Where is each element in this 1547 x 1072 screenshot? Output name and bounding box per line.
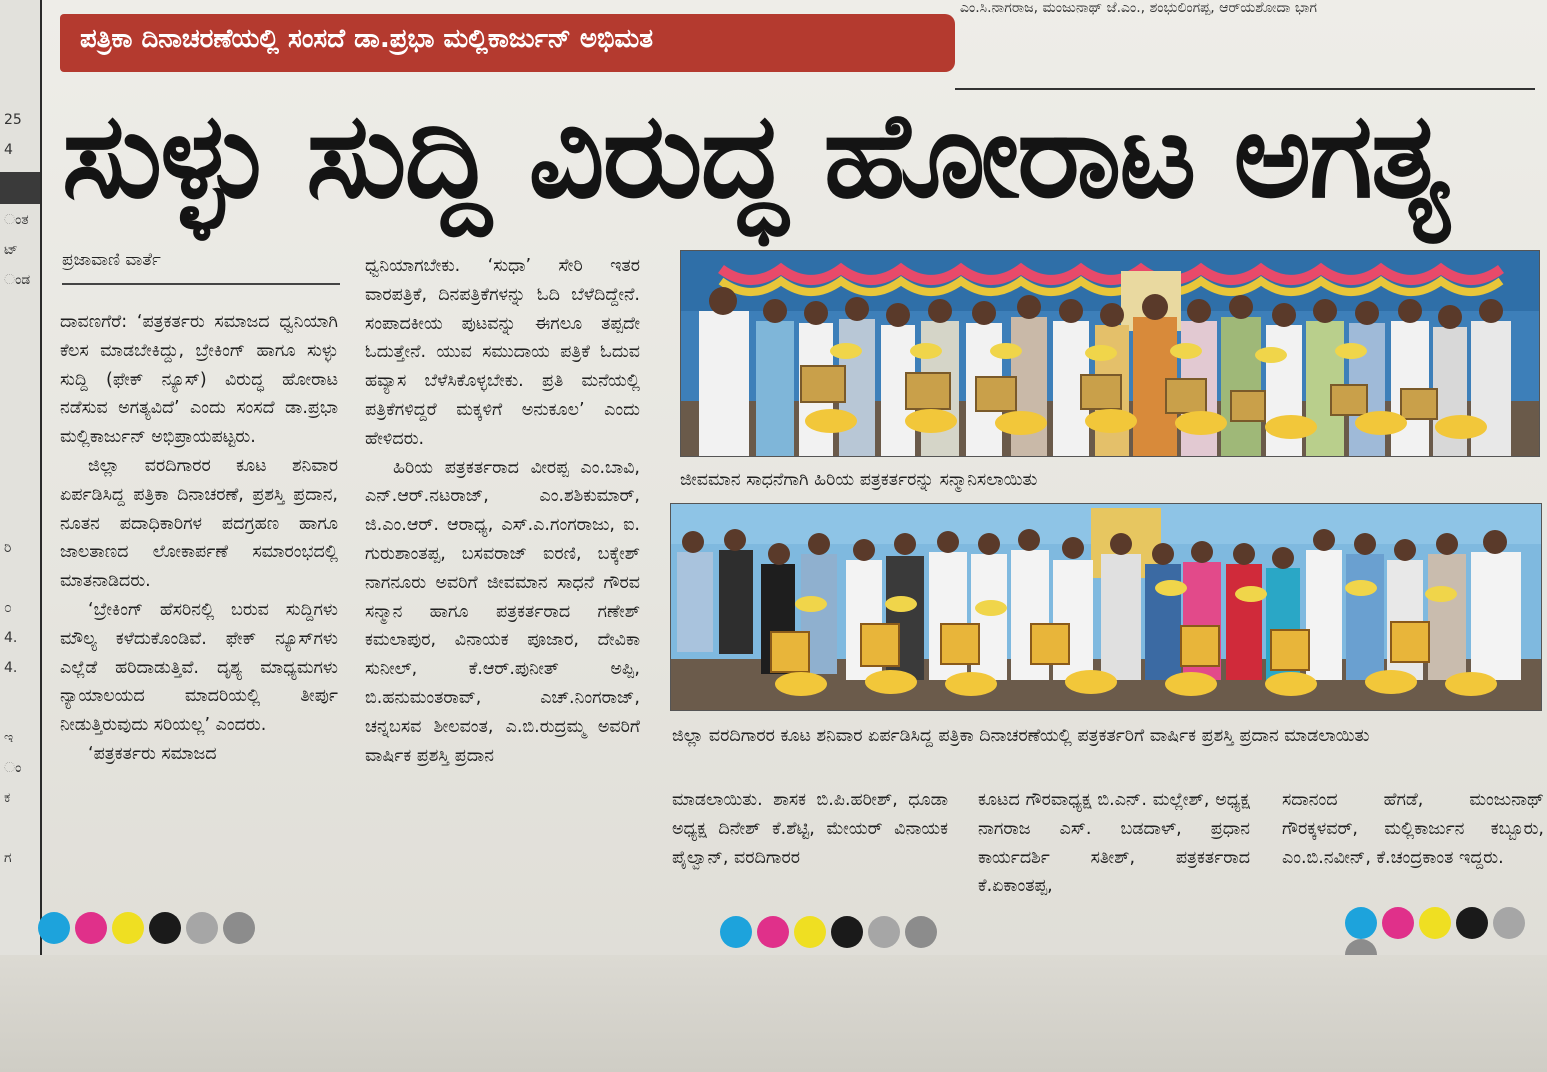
yellow-dot xyxy=(794,916,826,948)
black-dot xyxy=(1456,907,1488,939)
margin-fragment: ಂ xyxy=(4,760,22,776)
grey-dot xyxy=(868,916,900,948)
margin-fragment: ಇ xyxy=(4,730,14,746)
body-paragraph: ಹಿರಿಯ ಪತ್ರಕರ್ತರಾದ ವೀರಪ್ಪ ಎಂ.ಬಾವಿ, ಎನ್.ಆರ್.ನಟರಾಜ್, ಎಂ.ಶಶಿಕುಮಾರ್, ಜಿ.ಎಂ.ಆರ್. ಆರಾಧ್ಯ, ಎಸ್.ಎ.ಗಂಗರಾಜು, ಐ. ಗುರುಶಾಂತಪ್ಪ, ಬಸವರಾಜ್ ಐರಣಿ, ಬಕ್ಕೇಶ್ ನಾಗನೂರು ಅವರಿಗೆ ಜೀವಮಾನ ಸಾಧನೆ ಗೌರವ ಸನ್ಮಾನ ಹಾಗೂ ಪತ್ರಕರ್ತರಾದ ಗಣೇಶ್ ಕಮಲಾಪುರ, ವಿನಾಯಕ ಪೂಜಾರ, ದೇವಿಕಾ ಸುನೀಲ್, ಕೆ.ಆರ್.ಪುನೀತ್ ಅಪ್ಪಿ, ಬಿ.ಹನುಮಂತರಾವ್, ಎಚ್.ನಿಂಗರಾಜ್, ಚನ್ನಬಸವ ಶೀಲವಂತ, ಎ.ಬಿ.ರುದ್ರಮ್ಮ ಅವರಿಗೆ ವಾರ್ಷಿಕ ಪ್ರಶಸ್ತಿ ಪ್ರದಾನ xyxy=(365,457,640,766)
group-photo-annual-awards xyxy=(670,503,1542,711)
kicker-text: ಪತ್ರಿಕಾ ದಿನಾಚರಣೆಯಲ್ಲಿ ಸಂಸದೆ ಡಾ.ಪ್ರಭಾ ಮಲ್ಲಿಕಾರ್ಜುನ್ ಅಭಿಮತ xyxy=(80,24,654,54)
margin-fragment: ಕ xyxy=(4,790,11,806)
body-column-5: ಸದಾನಂದ ಹೆಗಡೆ, ಮಂಜುನಾಥ್ ಗೌರಕ್ಕಳವರ್, ಮಲ್ಲಿಕಾರ್ಜುನ ಕಬ್ಬೂರು, ಎಂ.ಬಿ.ನವೀನ್, ಕೆ.ಚಂದ್ರಕಾಂತ ಇದ್ದರು. xyxy=(1282,790,1544,868)
adjacent-article-text: ಎಂ.ಸಿ.ನಾಗರಾಜ, ಮಂಜುನಾಥ್ ಜೆ.ಎಂ., ಶಂಭುಲಿಂಗಪ್ಪ, ಆರ್‌ಯಶೋದಾ ಭಾಗ xyxy=(960,0,1317,16)
previous-column-margin xyxy=(0,0,42,1072)
byline: ಪ್ರಜಾವಾಣಿ ವಾರ್ತೆ xyxy=(62,250,161,270)
yellow-dot xyxy=(1419,907,1451,939)
grey-dot xyxy=(186,912,218,944)
body-paragraph: ಜಿಲ್ಲಾ ವರದಿಗಾರರ ಕೂಟ ಶನಿವಾರ ಏರ್ಪಡಿಸಿದ್ದ ಪತ್ರಿಕಾ ದಿನಾಚರಣೆ, ಪ್ರಶಸ್ತಿ ಪ್ರದಾನ, ನೂತನ ಪದಾಧಿಕಾರಿಗಳ ಪದಗ್ರಹಣ ಹಾಗೂ ಜಾಲತಾಣದ ಲೋಕಾರ್ಪಣೆ ಸಮಾರಂಭದಲ್ಲಿ ಮಾತನಾಡಿದರು. xyxy=(60,455,338,592)
page-bottom-margin xyxy=(0,955,1547,1072)
byline-rule xyxy=(62,283,340,285)
photo-caption-1: ಜೀವಮಾನ ಸಾಧನೆಗಾಗಿ ಹಿರಿಯ ಪತ್ರಕರ್ತರನ್ನು ಸನ್ಮಾನಿಸಲಾಯಿತು xyxy=(680,470,1038,490)
magenta-dot xyxy=(1382,907,1414,939)
margin-dark-bar xyxy=(0,172,40,204)
black-dot xyxy=(149,912,181,944)
cyan-dot xyxy=(38,912,70,944)
body-column-1 xyxy=(60,308,338,912)
margin-fragment: 25 xyxy=(4,112,22,128)
color-registration-marks xyxy=(1345,907,1547,947)
margin-fragment: ರಿ xyxy=(4,540,12,556)
body-paragraph: ಧ್ವನಿಯಾಗಬೇಕು. ‘ಸುಧಾ’ ಸೇರಿ ಇತರ ವಾರಪತ್ರಿಕೆ, ದಿನಪತ್ರಿಕೆಗಳನ್ನು ಓದಿ ಬೆಳೆದಿದ್ದೇನೆ. ಸಂಪಾದಕೀಯ ಪುಟವನ್ನು ಈಗಲೂ ತಪ್ಪದೇ ಓದುತ್ತೇನೆ. ಯುವ ಸಮುದಾಯ ಪತ್ರಿಕೆ ಓದುವ ಹವ್ಯಾಸ ಬೆಳೆಸಿಕೊಳ್ಳಬೇಕು. ಪ್ರತಿ ಮನೆಯಲ್ಲಿ ಪತ್ರಿಕೆಗಳಿದ್ದರೆ ಮಕ್ಕಳಿಗೆ ಅನುಕೂಲ’ ಎಂದು ಹೇಳಿದರು. xyxy=(365,256,640,449)
margin-fragment: 4 xyxy=(4,142,13,158)
margin-fragment: ೦ xyxy=(4,600,12,616)
body-column-2 xyxy=(365,252,640,912)
magenta-dot xyxy=(757,916,789,948)
cyan-dot xyxy=(1345,907,1377,939)
margin-fragment: ಗ xyxy=(4,850,12,866)
margin-fragment: 4. xyxy=(4,660,18,676)
body-paragraph: ದಾವಣಗೆರೆ: ‘ಪತ್ರಕರ್ತರು ಸಮಾಜದ ಧ್ವನಿಯಾಗಿ ಕೆಲಸ ಮಾಡಬೇಕಿದ್ದು, ಬ್ರೇಕಿಂಗ್ ಹಾಗೂ ಸುಳ್ಳು ಸುದ್ದಿ (ಫೇಕ್ ನ್ಯೂಸ್) ವಿರುದ್ಧ ಹೋರಾಟ ನಡೆಸುವ ಅಗತ್ಯವಿದೆ’ ಎಂದು ಸಂಸದೆ ಡಾ.ಪ್ರಭಾ ಮಲ್ಲಿಕಾರ್ಜುನ್ ಅಭಿಪ್ರಾಯಪಟ್ಟರು. xyxy=(60,312,338,448)
grey-dot xyxy=(905,916,937,948)
group-photo-lifetime-achievement xyxy=(680,250,1540,457)
color-registration-marks xyxy=(720,916,942,956)
body-column-3: ಮಾಡಲಾಯಿತು. ಶಾಸಕ ಬಿ.ಪಿ.ಹರೀಶ್, ಧೂಡಾ ಅಧ್ಯಕ್ಷ ದಿನೇಶ್ ಕೆ.ಶೆಟ್ಟಿ, ಮೇಯರ್ ವಿನಾಯಕ ಪೈಲ್ವಾನ್, ವರದಿಗಾರರ xyxy=(672,790,948,868)
margin-fragment: ಂಡ xyxy=(4,272,31,288)
margin-fragment: 4. xyxy=(4,630,18,646)
color-registration-marks xyxy=(38,912,260,952)
margin-fragment: ಂತ xyxy=(4,212,29,228)
yellow-dot xyxy=(112,912,144,944)
margin-fragment: ಟ್ xyxy=(4,242,18,258)
body-paragraph: ‘ಬ್ರೇಕಿಂಗ್ ಹೆಸರಿನಲ್ಲಿ ಬರುವ ಸುದ್ದಿಗಳು ಮೌಲ್ಯ ಕಳೆದುಕೊಂಡಿವೆ. ಫೇಕ್ ನ್ಯೂಸ್‌ಗಳು ಎಲ್ಲೆಡೆ ಹರಿದಾಡುತ್ತಿವೆ. ದೃಶ್ಯ ಮಾಧ್ಯಮಗಳು ನ್ಯಾಯಾಲಯದ ಮಾದರಿಯಲ್ಲಿ ತೀರ್ಪು ನೀಡುತ್ತಿರುವುದು ಸರಿಯಲ್ಲ’ ಎಂದರು. xyxy=(60,599,338,736)
cyan-dot xyxy=(720,916,752,948)
photo-illustration xyxy=(681,251,1539,456)
photo-illustration xyxy=(671,504,1541,710)
photo-caption-2: ಜಿಲ್ಲಾ ವರದಿಗಾರರ ಕೂಟ ಶನಿವಾರ ಏರ್ಪಡಿಸಿದ್ದ ಪತ್ರಿಕಾ ದಿನಾಚರಣೆಯಲ್ಲಿ ಪತ್ರಕರ್ತರಿಗೆ ವಾರ್ಷಿಕ ಪ್ರಶಸ್ತಿ ಪ್ರದಾನ ಮಾಡಲಾಯಿತು xyxy=(672,726,1370,746)
grey-dot xyxy=(223,912,255,944)
black-dot xyxy=(831,916,863,948)
body-column-4: ಕೂಟದ ಗೌರವಾಧ್ಯಕ್ಷ ಬಿ.ಎನ್. ಮಲ್ಲೇಶ್, ಅಧ್ಯಕ್ಷ ನಾಗರಾಜ ಎಸ್. ಬಡದಾಳ್, ಪ್ರಧಾನ ಕಾರ್ಯದರ್ಶಿ ಸತೀಶ್, ಪತ್ರಕರ್ತರಾದ ಕೆ.ಏಕಾಂತಪ್ಪ, xyxy=(978,790,1250,897)
body-paragraph: ‘ಪತ್ರಕರ್ತರು ಸಮಾಜದ xyxy=(88,743,217,764)
grey-dot xyxy=(1493,907,1525,939)
magenta-dot xyxy=(75,912,107,944)
kicker-banner xyxy=(60,14,955,72)
headline: ಸುಳ್ಳು ಸುದ್ದಿ ವಿರುದ್ಧ ಹೋರಾಟ ಅಗತ್ಯ xyxy=(62,86,1448,224)
